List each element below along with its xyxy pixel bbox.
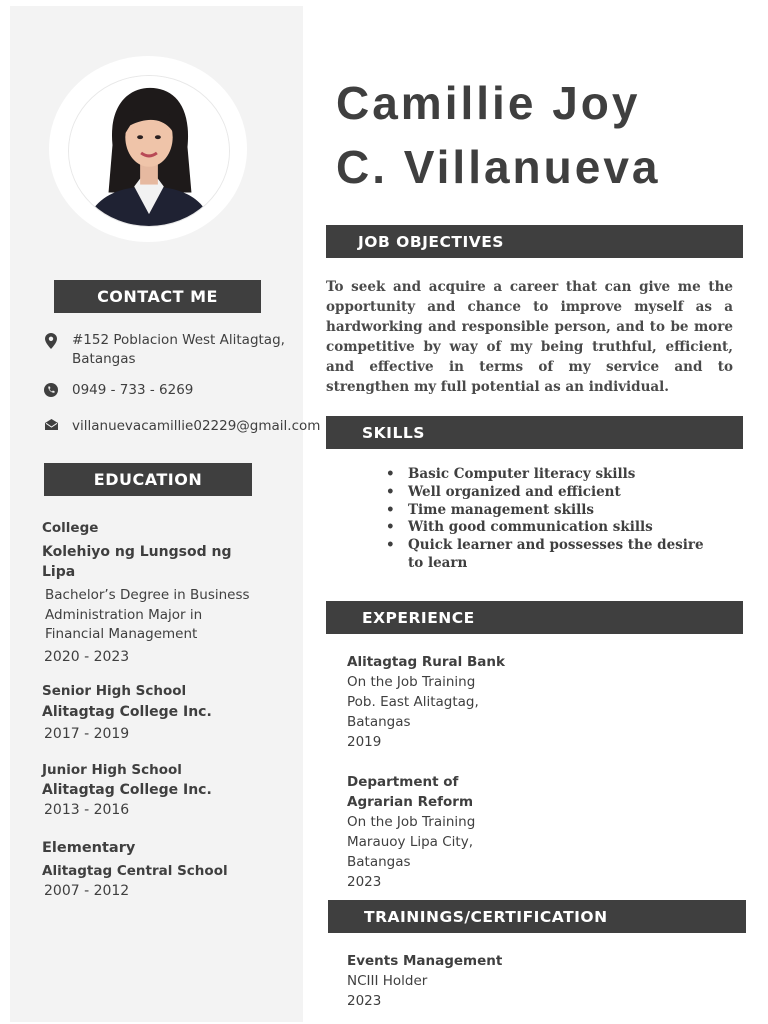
senior-high-years: 2017 - 2019: [44, 726, 130, 742]
experience-1-place-line-1: Pob. East Alitagtag,: [347, 694, 479, 710]
education-heading: EDUCATION: [44, 463, 252, 496]
name-first-line: Camillie Joy: [336, 77, 641, 129]
experience-2-role: On the Job Training: [347, 814, 476, 830]
skill-item: • Basic Computer literacy skills: [386, 466, 736, 484]
experience-2-year: 2023: [347, 874, 382, 890]
experience-1-place-line-2: Batangas: [347, 714, 411, 730]
phone-number: 0949 - 733 - 6269: [72, 382, 194, 398]
skills-heading: SKILLS: [326, 416, 743, 449]
senior-high-level: Senior High School: [42, 683, 187, 699]
trainings-heading: TRAININGS/CERTIFICATION: [328, 900, 746, 933]
experience-1-role: On the Job Training: [347, 674, 476, 690]
skill-item: • Time management skills: [386, 502, 736, 520]
junior-high-school: Alitagtag College Inc.: [42, 782, 212, 798]
elementary-school: Alitagtag Central School: [42, 863, 228, 879]
contact-heading: CONTACT ME: [54, 280, 261, 313]
skill-item: • Well organized and efficient: [386, 484, 736, 502]
college-level: College: [42, 520, 99, 536]
location-pin-icon: [44, 331, 58, 349]
junior-high-years: 2013 - 2016: [44, 802, 130, 818]
skill-item: • Quick learner and possesses the desire to learn: [386, 537, 716, 573]
college-years: 2020 - 2023: [44, 648, 130, 665]
education-senior-high: [42, 681, 212, 744]
address-line-2: Batangas: [72, 351, 136, 367]
envelope-icon: [44, 417, 58, 430]
objectives-text: To seek and acquire a career that can give me the opportunity and chance to improve myself as a hardworking and responsible person, and to be more competitive by way of my being truthful, efficient, and effective in terms of my service and to strengthen my full potential as an individual.: [326, 279, 733, 395]
education-college: [42, 518, 250, 667]
email-address: villanuevacamillie02229@gmail.com: [72, 418, 321, 434]
name-second-line: C. Villanueva: [336, 141, 661, 193]
experience-1-title: Alitagtag Rural Bank: [347, 654, 505, 670]
experience-item-1: [347, 652, 505, 752]
experience-heading: EXPERIENCE: [326, 601, 743, 634]
college-school-line-2: Lipa: [42, 564, 76, 580]
education-elementary: [42, 838, 228, 901]
skill-item: • With good communication skills: [386, 519, 736, 537]
experience-2-place-line-1: Marauoy Lipa City,: [347, 834, 473, 850]
phone-icon: [44, 381, 58, 397]
college-degree-line-3: Financial Management: [45, 626, 198, 642]
training-1-title: Events Management: [347, 953, 503, 969]
elementary-years: 2007 - 2012: [44, 883, 130, 899]
senior-high-school: Alitagtag College Inc.: [42, 704, 212, 720]
college-school-line-1: Kolehiyo ng Lungsod ng: [42, 544, 232, 560]
training-1-detail: NCIII Holder: [347, 973, 428, 989]
elementary-level: Elementary: [42, 840, 136, 856]
skills-list: [386, 466, 736, 573]
junior-high-level: Junior High School: [42, 762, 182, 778]
objectives-heading: JOB OBJECTIVES: [326, 225, 743, 258]
profile-photo: [68, 75, 230, 227]
experience-2-title-line-2: Agrarian Reform: [347, 794, 474, 810]
experience-2-title-line-1: Department of: [347, 774, 459, 790]
contact-address: [44, 331, 285, 369]
college-degree-line-2: Administration Major in: [45, 606, 203, 623]
contact-phone: [44, 381, 193, 400]
college-degree-line-1: Bachelor’s Degree in Business: [45, 587, 250, 603]
training-item-1: [347, 951, 502, 1011]
education-junior-high: [42, 760, 212, 820]
experience-2-place-line-2: Batangas: [347, 854, 411, 870]
training-1-year: 2023: [347, 993, 382, 1009]
address-line-1: #152 Poblacion West Alitagtag,: [72, 332, 285, 348]
experience-item-2: [347, 772, 475, 892]
contact-email: [44, 417, 320, 436]
experience-1-year: 2019: [347, 734, 382, 750]
